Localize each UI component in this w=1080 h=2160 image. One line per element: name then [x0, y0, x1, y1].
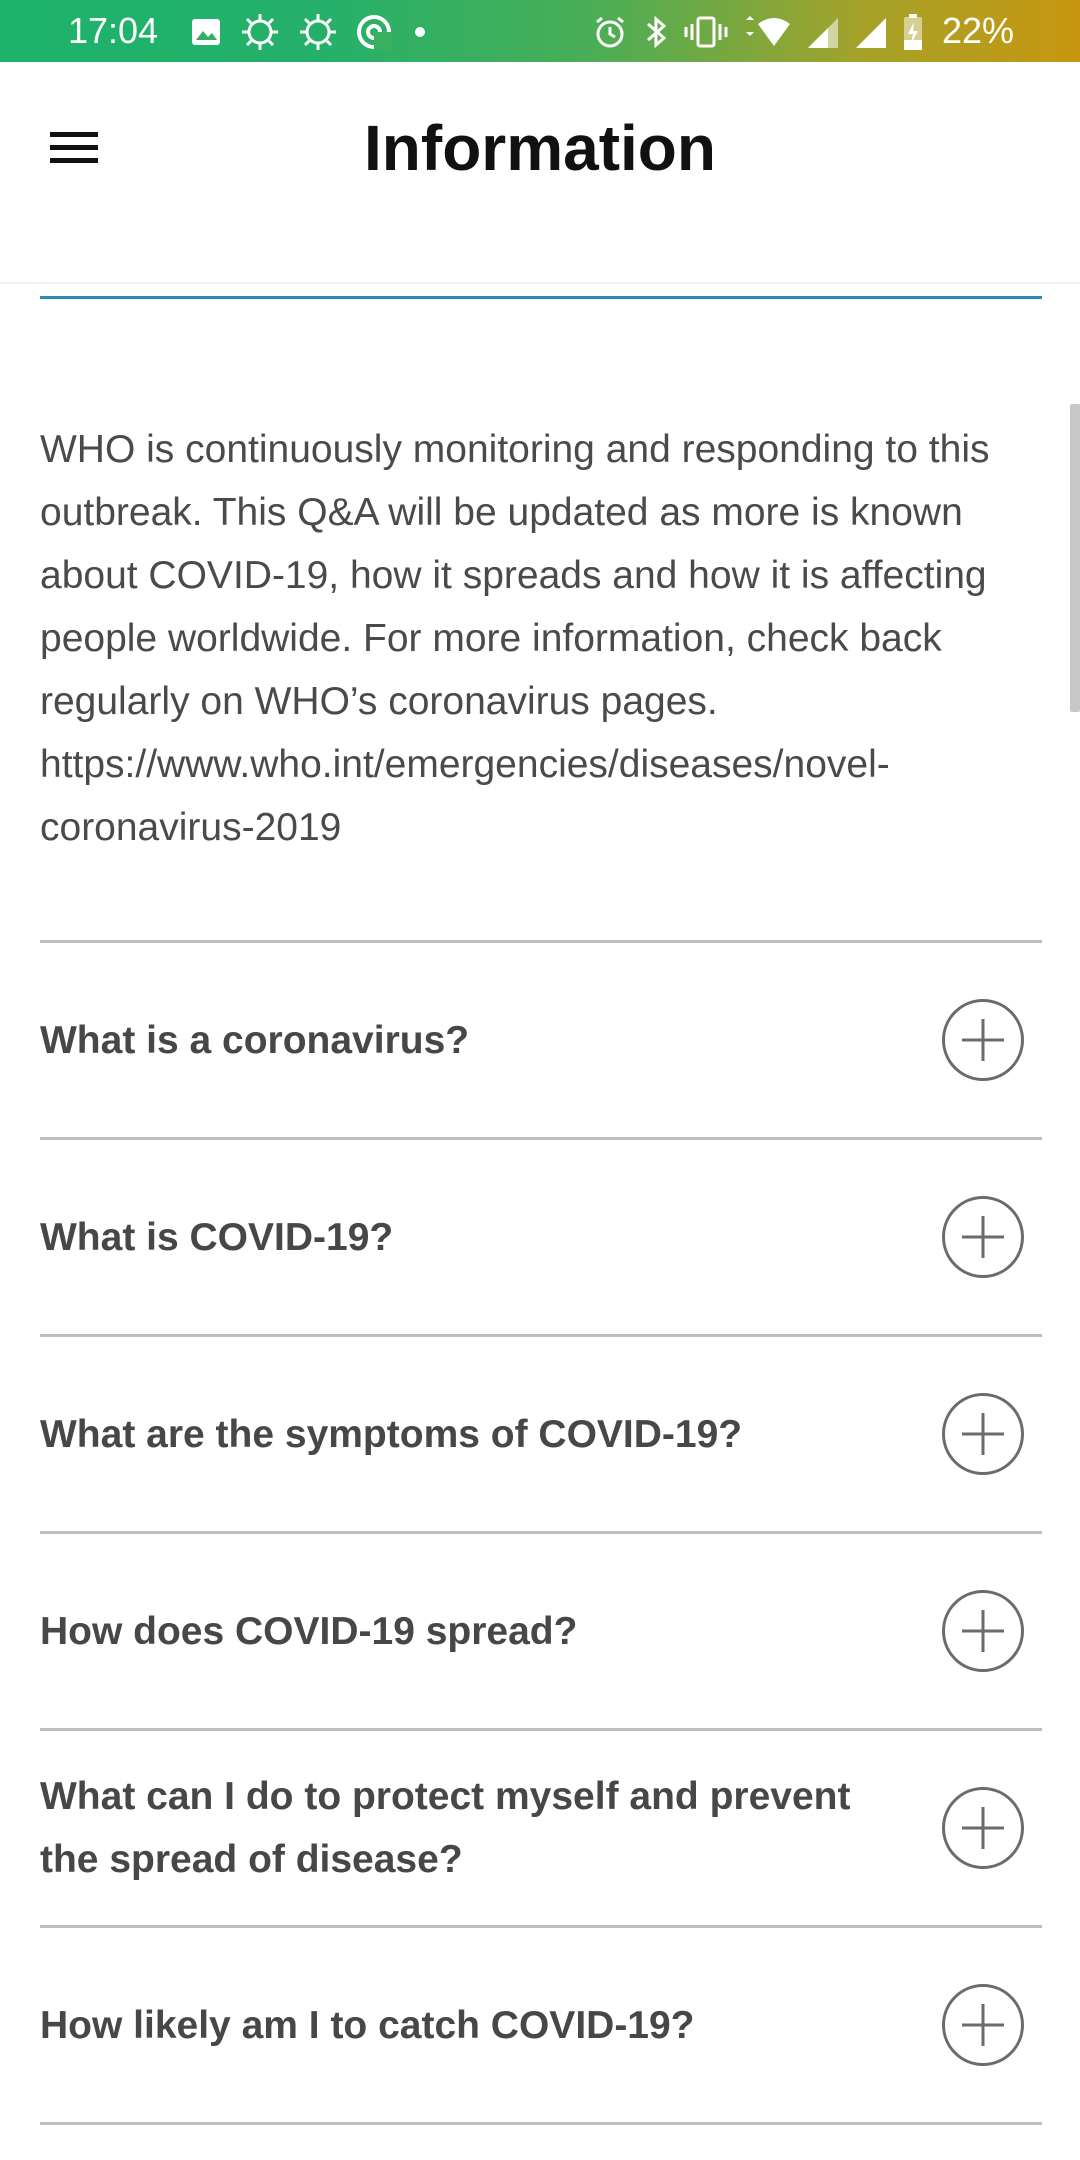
- vibrate-icon: [684, 14, 728, 50]
- bluetooth-icon: [642, 14, 670, 50]
- faq-item-what-is-coronavirus[interactable]: [40, 943, 1042, 1140]
- status-time: 17:04: [68, 10, 159, 51]
- faq-item-how-spread[interactable]: [40, 1534, 1042, 1731]
- radar-icon: [356, 14, 392, 50]
- virus-icon: [298, 12, 338, 52]
- faq-question: How does COVID-19 spread?: [40, 1609, 578, 1653]
- plus-circle-icon[interactable]: [942, 1984, 1024, 2066]
- battery-percent: 22%: [942, 10, 1015, 51]
- signal-icon: [854, 14, 888, 50]
- faq-item-what-is-covid19[interactable]: [40, 1140, 1042, 1337]
- accent-divider: [40, 296, 1042, 299]
- plus-circle-icon[interactable]: [942, 999, 1024, 1081]
- virus-icon: [240, 12, 280, 52]
- faq-list: [40, 940, 1042, 2125]
- faq-item-protect-myself[interactable]: [40, 1731, 1042, 1928]
- faq-question: What is a coronavirus?: [40, 1018, 470, 1062]
- plus-circle-icon[interactable]: [942, 1787, 1024, 1869]
- page-title: Information: [364, 112, 716, 184]
- status-system-icons: [592, 12, 924, 52]
- content-scroll-area[interactable]: [0, 284, 1080, 2160]
- faq-question: What are the symptoms of COVID-19?: [40, 1412, 743, 1456]
- scrollbar-thumb[interactable]: [1070, 404, 1080, 712]
- plus-circle-icon[interactable]: [942, 1393, 1024, 1475]
- faq-question: What can I do to protect myself and prevent the spread of disease?: [40, 1775, 851, 1881]
- status-notification-icons: [190, 12, 430, 52]
- faq-question: How likely am I to catch COVID-19?: [40, 2003, 695, 2047]
- intro-paragraph: WHO is continuously monitoring and responding to this outbreak. This Q&A will be updated as more is known about COVID-19, how it spreads and how it is affecting people worldwide. For more information, check back regularly on WHO’s coronavirus pages. https://www.who.int/emergencies/diseases/novel-coronavirus-2019: [40, 428, 990, 849]
- plus-circle-icon[interactable]: [942, 1196, 1024, 1278]
- signal-icon: [806, 14, 840, 50]
- battery-charging-icon: [902, 13, 924, 51]
- faq-item-how-likely[interactable]: [40, 1928, 1042, 2125]
- dot-icon: [410, 14, 430, 50]
- alarm-icon: [592, 14, 628, 50]
- image-icon: [190, 16, 222, 48]
- faq-item-symptoms[interactable]: [40, 1337, 1042, 1534]
- faq-question: What is COVID-19?: [40, 1215, 394, 1259]
- status-bar: [0, 0, 1080, 62]
- wifi-icon: [742, 14, 792, 50]
- plus-circle-icon[interactable]: [942, 1590, 1024, 1672]
